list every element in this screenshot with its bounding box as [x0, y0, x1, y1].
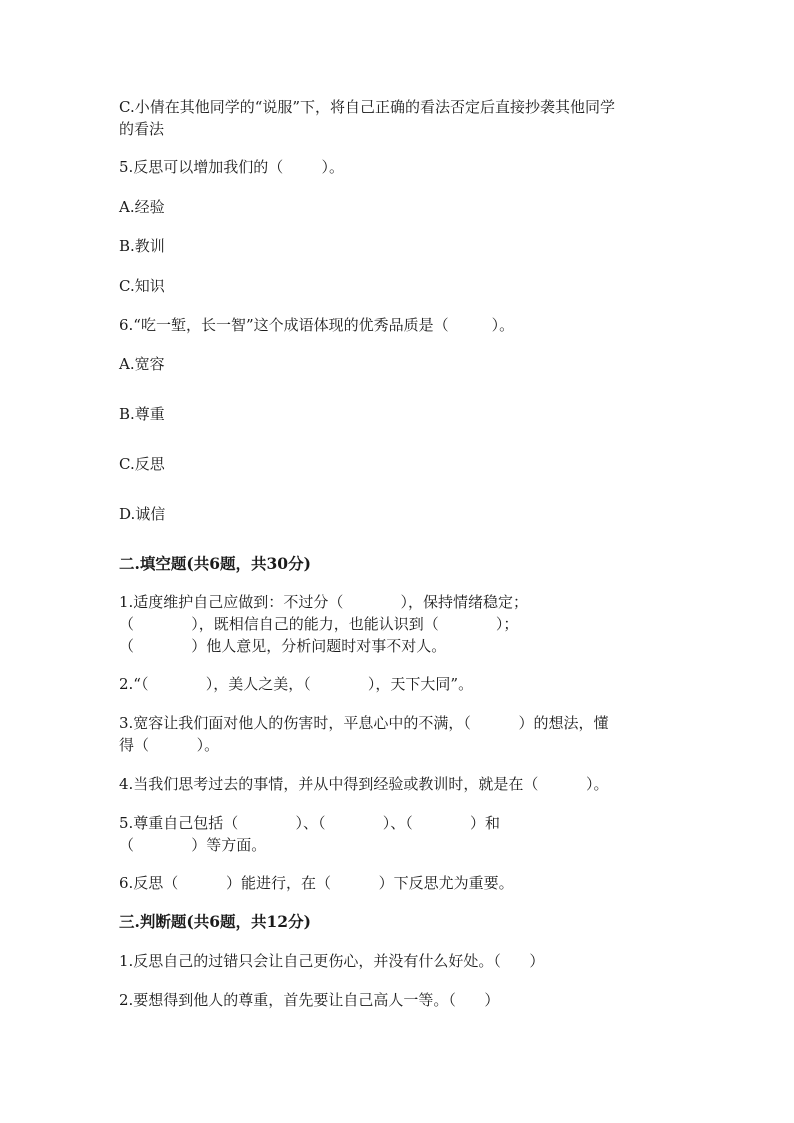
- fill-q1-line1: 1.适度维护自己应做到：不过分（ ），保持情绪稳定；: [119, 593, 529, 611]
- fill-q3-line2: 得（ ）。: [119, 736, 220, 754]
- q5-stem: 5.反思可以增加我们的（ ）。: [119, 158, 344, 176]
- fill-q1-line2: （ ），既相信自己的能力，也能认识到（ ）；: [119, 615, 519, 633]
- fill-q5-line2: （ ）等方面。: [119, 836, 267, 854]
- q6-option-c: C.反思: [119, 455, 165, 473]
- q4-option-c-line2: 的看法: [119, 120, 165, 138]
- fill-q2: 2.“（ ），美人之美，（ ），天下大同”。: [119, 675, 474, 693]
- q5-option-a: A.经验: [119, 198, 165, 216]
- fill-section-heading: 二.填空题(共6题，共30分): [119, 554, 311, 573]
- fill-q5-line1: 5.尊重自己包括（ ）、（ ）、（ ）和: [119, 814, 500, 832]
- fill-q3-line1: 3.宽容让我们面对他人的伤害时，平息心中的不满，（ ）的想法，懂: [119, 714, 609, 732]
- judge-q2: 2.要想得到他人的尊重，首先要让自己高人一等。（ ）: [119, 991, 500, 1009]
- fill-q4: 4.当我们思考过去的事情，并从中得到经验或教训时，就是在（ ）。: [119, 775, 609, 793]
- fill-q1-line3: （ ）他人意见，分析问题时对事不对人。: [119, 637, 447, 655]
- q6-stem: 6.“吃一堑，长一智”这个成语体现的优秀品质是（ ）。: [119, 316, 515, 334]
- fill-q6: 6.反思（ ）能进行，在（ ）下反思尤为重要。: [119, 874, 514, 892]
- q5-option-b: B.教训: [119, 237, 165, 255]
- q5-option-c: C.知识: [119, 277, 165, 295]
- q6-option-d: D.诚信: [119, 505, 166, 523]
- q6-option-a: A.宽容: [119, 355, 165, 373]
- q4-option-c-line1: C.小倩在其他同学的“说服”下，将自己正确的看法否定后直接抄袭其他同学: [119, 98, 616, 116]
- judge-section-heading: 三.判断题(共6题，共12分): [119, 912, 311, 931]
- judge-q1: 1.反思自己的过错只会让自己更伤心，并没有什么好处。（ ）: [119, 952, 545, 970]
- q6-option-b: B.尊重: [119, 405, 165, 423]
